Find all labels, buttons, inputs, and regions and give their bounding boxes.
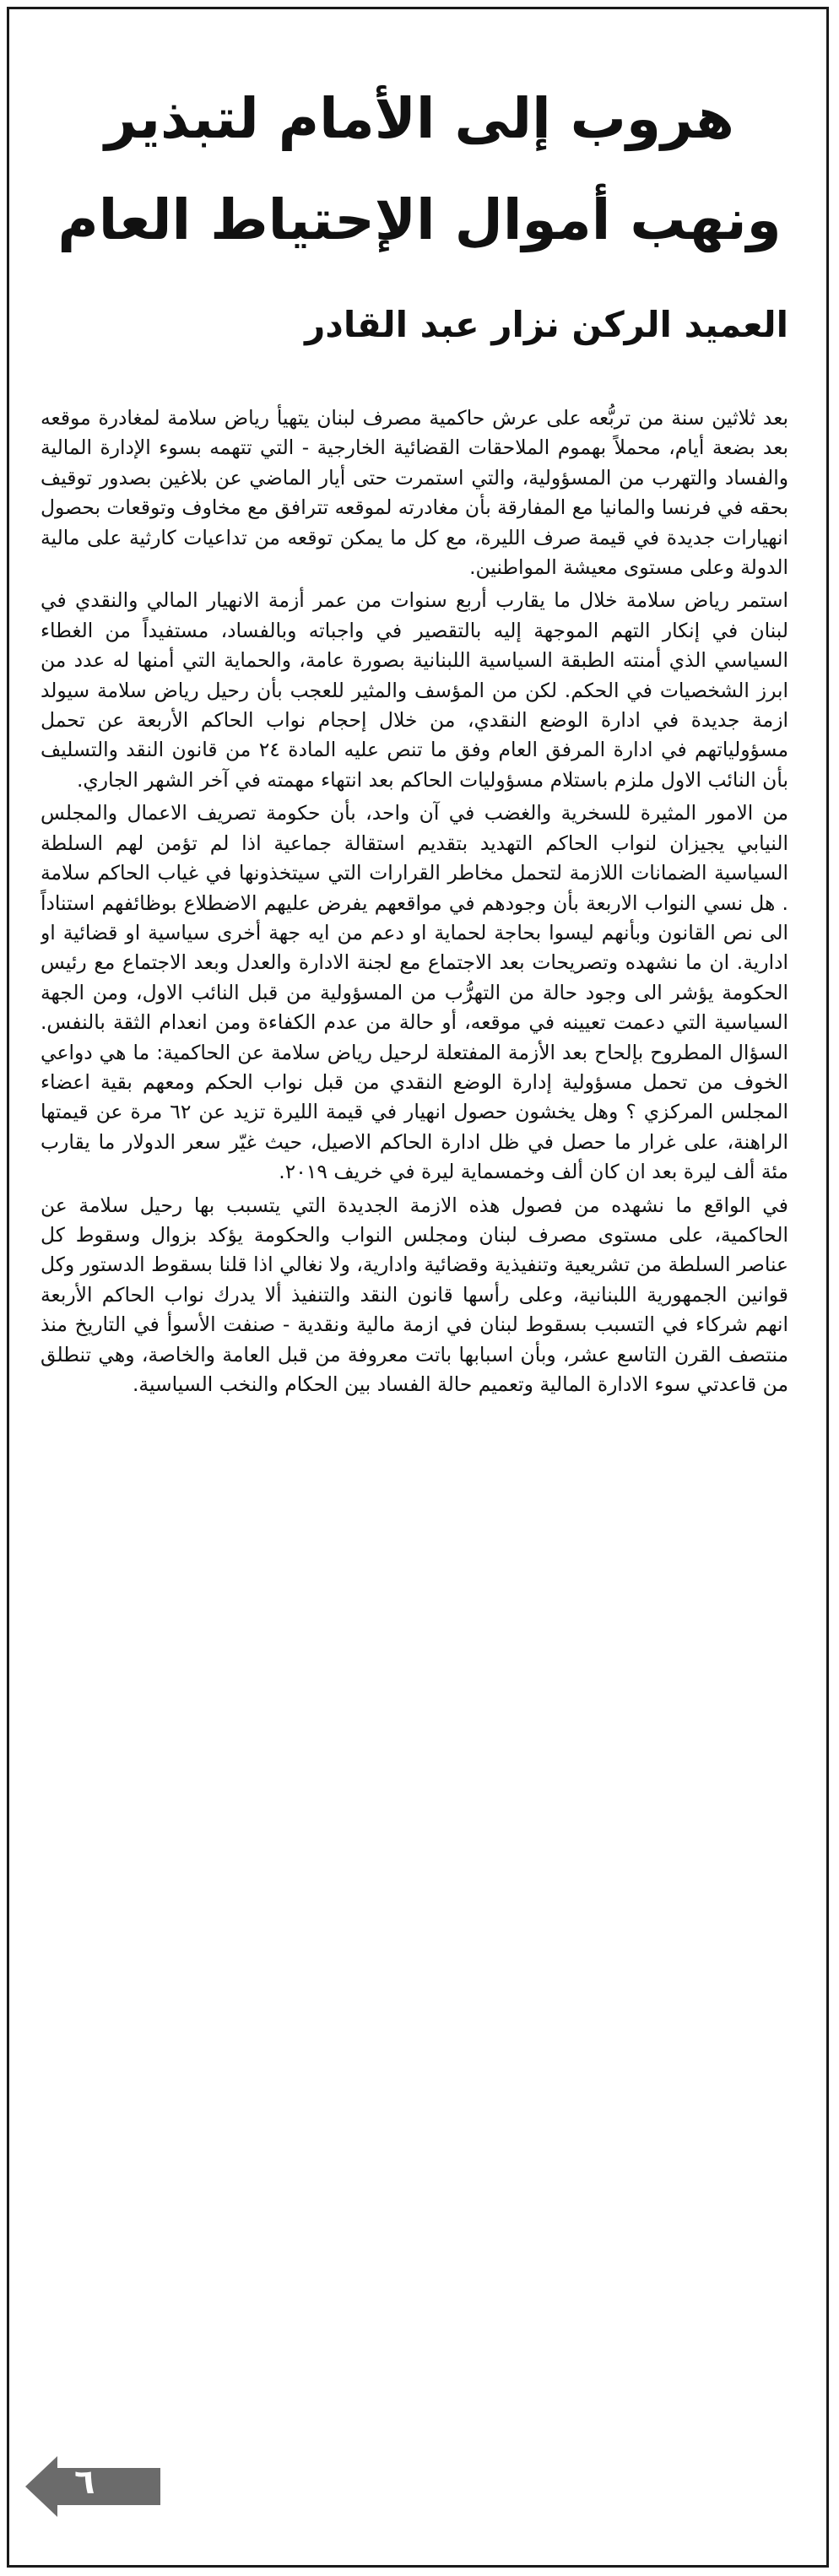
page-number: ٦ bbox=[74, 2463, 95, 2502]
paragraph-2: استمر رياض سلامة خلال ما يقارب أربع سنوات من عمر أزمة الانهيار المالي والنقدي في لبنان في إنكار التهم الموجهة إليه بالتقصير في واجباته وبالفساد، مستفيداً من الغطاء السياسي الذي أمنته الطبقة السياسية اللبنانية بصورة عامة، والحماية التي أمنها له عدد من ابرز الشخصيات في الحكم. لكن من المؤسف والمثير للعجب بأن رحيل رياض سلامة سيولد ازمة جديدة في ادارة الوضع النقدي، من خلال إحجام نواب الحاكم الأربعة عن تحمل مسؤولياتهم في ادارة المرفق العام وفق ما تنص عليه المادة ٢٤ من قانون النقد والتسليف بأن النائب الاول ملزم باستلام مسؤوليات الحاكم بعد انتهاء مهمته في آخر الشهر الجاري. bbox=[41, 588, 788, 792]
headline-line-2: ونهب أموال الإحتياط العام bbox=[57, 187, 782, 253]
author-byline: العميد الركن نزار عبد القادر bbox=[305, 304, 788, 345]
headline-line-1: هروب إلى الأمام لتبذير bbox=[105, 86, 734, 152]
paragraph-3: من الامور المثيرة للسخرية والغضب في آن واحد، بأن حكومة تصريف الاعمال والمجلس النيابي يجيزان لنواب الحاكم التهديد بتقديم استقالة جماعية اذا لم تؤمن لهم السلطة السياسية الضمانات اللازمة لتحمل مخاطر القرارات التي سيتخذونها في غياب الحاكم سلامة . هل نسي النواب الاربعة بأن وجودهم في مواقعهم يفرض عليهم الاضطلاع بوظائفهم استناداً الى نص القانون وبأنهم ليسوا بحاجة لحماية او دعم من ايه جهة أخرى سياسية او قضائية او ادارية. ان ما نشهده وتصريحات بعد الاجتماع مع لجنة الادارة والعدل وبعد الاجتماع مع رئيس الحكومة يؤشر الى وجود حالة من التهرُّب من المسؤولية من قبل النائب الاول، ومن الجهة السياسية التي دعمت تعيينه في موقعه، أو حالة من عدم الكفاءة ومن انعدام الثقة بالنفس. السؤال المطروح بإلحاح بعد الأزمة المفتعلة لرحيل رياض سلامة عن الحاكمية: ما هي دواعي الخوف من تحمل مسؤولية إدارة الوضع النقدي من قبل نواب الحكم ومعهم بقية اعضاء المجلس المركزي ؟ وهل يخشون حصول انهيار في قيمة الليرة تزيد عن ٦٢ مرة عن قيمتها الراهنة، على غرار ما حصل في ظل ادارة الحاكم الاصيل، حيث غيّر سعر الدولار ما يقارب مئة ألف ليرة بعد ان كان ألف وخمسماية ليرة في خريف ٢٠١٩. bbox=[41, 801, 788, 1184]
paragraph-1: بعد ثلاثين سنة من تربُّعه على عرش حاكمية مصرف لبنان يتهيأ رياض سلامة لمغادرة موقعه بعد بضعة أيام، محملاً بهموم الملاحقات القضائية الخارجية - التي تتهمه بسوء الإدارة المالية والفساد والتهرب من المسؤولية، والتي استمرت حتى أيار الماضي عن بلاغين بصدور توقيف بحقه في فرنسا والمانيا مع المفارقة بأن مغادرته لموقعه تترافق مع مخاوف وتوقعات بحصول انهيارات جديدة في قيمة صرف الليرة، مع كل ما يمكن توقعه من تداعيات كارثية على مالية الدولة وعلى مستوى معيشة المواطنين. bbox=[41, 406, 788, 580]
article-body bbox=[41, 403, 788, 2514]
article-headline bbox=[25, 68, 814, 271]
paragraph-4: في الواقع ما نشهده من فصول هذه الازمة الجديدة التي يتسبب بها رحيل سلامة عن الحاكمية، على مستوى مصرف لبنان ومجلس النواب والحكومة يؤكد بزوال وسقوط كل عناصر السلطة من تشريعية وتنفيذية وقضائية وادارية، ولا نغالي اذا قلنا بسقوط الدستور وكل قوانين الجمهورية اللبنانية، وعلى رأسها قانون النقد والتنفيذ ألا يدرك نواب الحاكم الأربعة انهم شركاء في التسبب بسقوط لبنان في ازمة مالية ونقدية - صنفت الأسوأ في التاريخ منذ منتصف القرن التاسع عشر، وبأن اسبابها باتت معروفة من قبل العامة والخاصة، وهي تنطلق من قاعدتي سوء الادارة المالية وتعميم حالة الفساد بين الحكام والنخب السياسية. bbox=[41, 1193, 788, 1396]
